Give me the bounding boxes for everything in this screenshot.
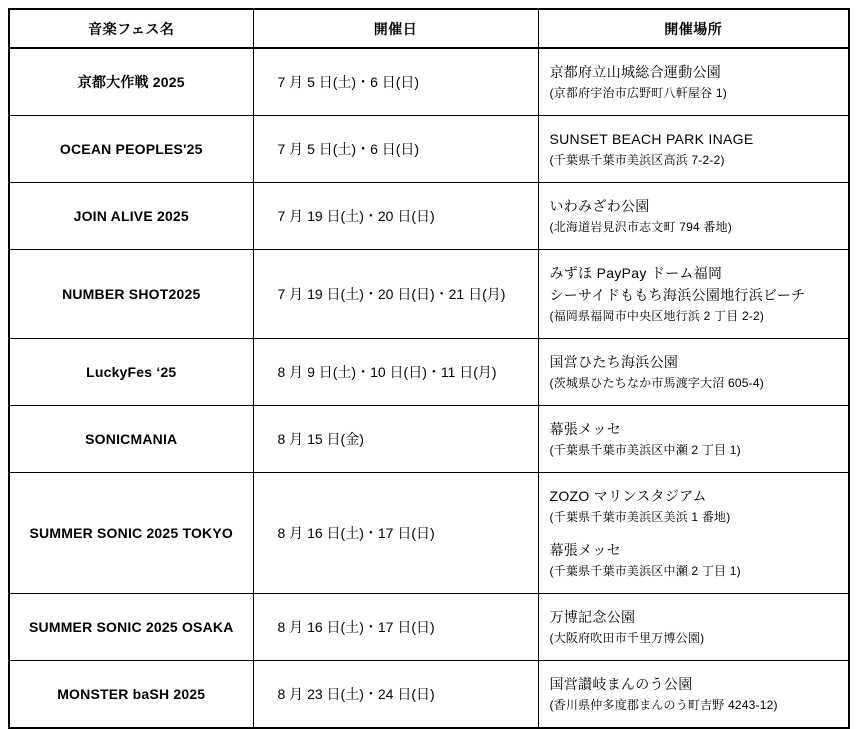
venue-address: (茨城県ひたちなか市馬渡字大沼 605-4): [549, 376, 764, 390]
col-header-festival-name: 音楽フェス名: [9, 9, 253, 48]
festival-venue-cell: [538, 339, 849, 406]
festival-date: 7 月 5 日(土)・6 日(日): [253, 116, 538, 183]
venue-address: (千葉県千葉市美浜区中瀬 2 丁目 1): [549, 564, 741, 578]
venue-address: (大阪府吹田市千里万博公園): [549, 631, 705, 645]
venue-name: 国営讃岐まんのう公園: [549, 676, 693, 692]
venue-block: [550, 539, 843, 581]
venue-address: (福岡県福岡市中央区地行浜 2 丁目 2-2): [549, 309, 765, 323]
venue-name: 万博記念公園: [549, 609, 636, 625]
festival-venue-cell: [538, 594, 849, 661]
table-row: [9, 48, 849, 116]
table-row: [9, 661, 849, 729]
venue-name: 国営ひたち海浜公園: [549, 354, 679, 370]
festival-name: SONICMANIA: [9, 406, 253, 473]
venue-name: 幕張メッセ: [549, 421, 621, 437]
festival-venue-cell: [538, 406, 849, 473]
festival-name: SUMMER SONIC 2025 OSAKA: [9, 594, 253, 661]
festival-name: JOIN ALIVE 2025: [9, 183, 253, 250]
festival-name: LuckyFes ‘25: [9, 339, 253, 406]
venue-name: いわみざわ公園: [549, 198, 650, 214]
table-row: [9, 406, 849, 473]
festival-schedule-table: [8, 8, 850, 729]
festival-name: OCEAN PEOPLES'25: [9, 116, 253, 183]
festival-date: 7 月 5 日(土)・6 日(日): [253, 48, 538, 116]
venue-block: [550, 485, 843, 527]
venue-address: (千葉県千葉市美浜区美浜 1 番地): [549, 510, 731, 524]
festival-venue-cell: [538, 473, 849, 594]
festival-date: 7 月 19 日(土)・20 日(日): [253, 183, 538, 250]
venue-name: SUNSET BEACH PARK INAGE: [549, 131, 754, 147]
venue-address: (京都府宇治市広野町八軒屋谷 1): [549, 86, 727, 100]
col-header-venue: 開催場所: [538, 9, 849, 48]
venue-address: (香川県仲多度郡まんのう町吉野 4243-12): [549, 698, 778, 712]
col-header-date: 開催日: [253, 9, 538, 48]
festival-name: NUMBER SHOT2025: [9, 250, 253, 339]
festival-venue-cell: [538, 183, 849, 250]
venue-name: シーサイドももち海浜公園地行浜ビーチ: [549, 287, 806, 303]
table-row: [9, 594, 849, 661]
festival-venue-cell: [538, 250, 849, 339]
festival-date: 8 月 9 日(土)・10 日(日)・11 日(月): [253, 339, 538, 406]
header-row: [9, 9, 849, 48]
festival-date: 7 月 19 日(土)・20 日(日)・21 日(月): [253, 250, 538, 339]
venue-address: (千葉県千葉市美浜区中瀬 2 丁目 1): [549, 443, 741, 457]
festival-name: SUMMER SONIC 2025 TOKYO: [9, 473, 253, 594]
venue-name: 京都府立山城総合運動公園: [549, 64, 722, 80]
venue-address: (北海道岩見沢市志文町 794 番地): [549, 220, 732, 234]
venue-name: みずほ PayPay ドーム福岡: [549, 265, 723, 281]
festival-date: 8 月 15 日(金): [253, 406, 538, 473]
venue-block: [550, 673, 843, 715]
festival-venue-cell: [538, 48, 849, 116]
table-row: [9, 339, 849, 406]
venue-block: [550, 128, 843, 170]
venue-address: (千葉県千葉市美浜区高浜 7-2-2): [549, 153, 725, 167]
venue-block: [550, 61, 843, 103]
festival-name: 京都大作戦 2025: [9, 48, 253, 116]
festival-venue-cell: [538, 116, 849, 183]
table-row: [9, 116, 849, 183]
table-row: [9, 473, 849, 594]
venue-block: [550, 195, 843, 237]
venue-block: [550, 606, 843, 648]
venue-name: 幕張メッセ: [549, 542, 621, 558]
festival-date: 8 月 16 日(土)・17 日(日): [253, 594, 538, 661]
table-row: [9, 183, 849, 250]
table-row: [9, 250, 849, 339]
festival-date: 8 月 16 日(土)・17 日(日): [253, 473, 538, 594]
venue-block: [550, 351, 843, 393]
festival-date: 8 月 23 日(土)・24 日(日): [253, 661, 538, 729]
festival-venue-cell: [538, 661, 849, 729]
venue-name: ZOZO マリンスタジアム: [549, 488, 707, 504]
venue-block: [550, 418, 843, 460]
venue-block: [550, 262, 843, 326]
festival-name: MONSTER baSH 2025: [9, 661, 253, 729]
